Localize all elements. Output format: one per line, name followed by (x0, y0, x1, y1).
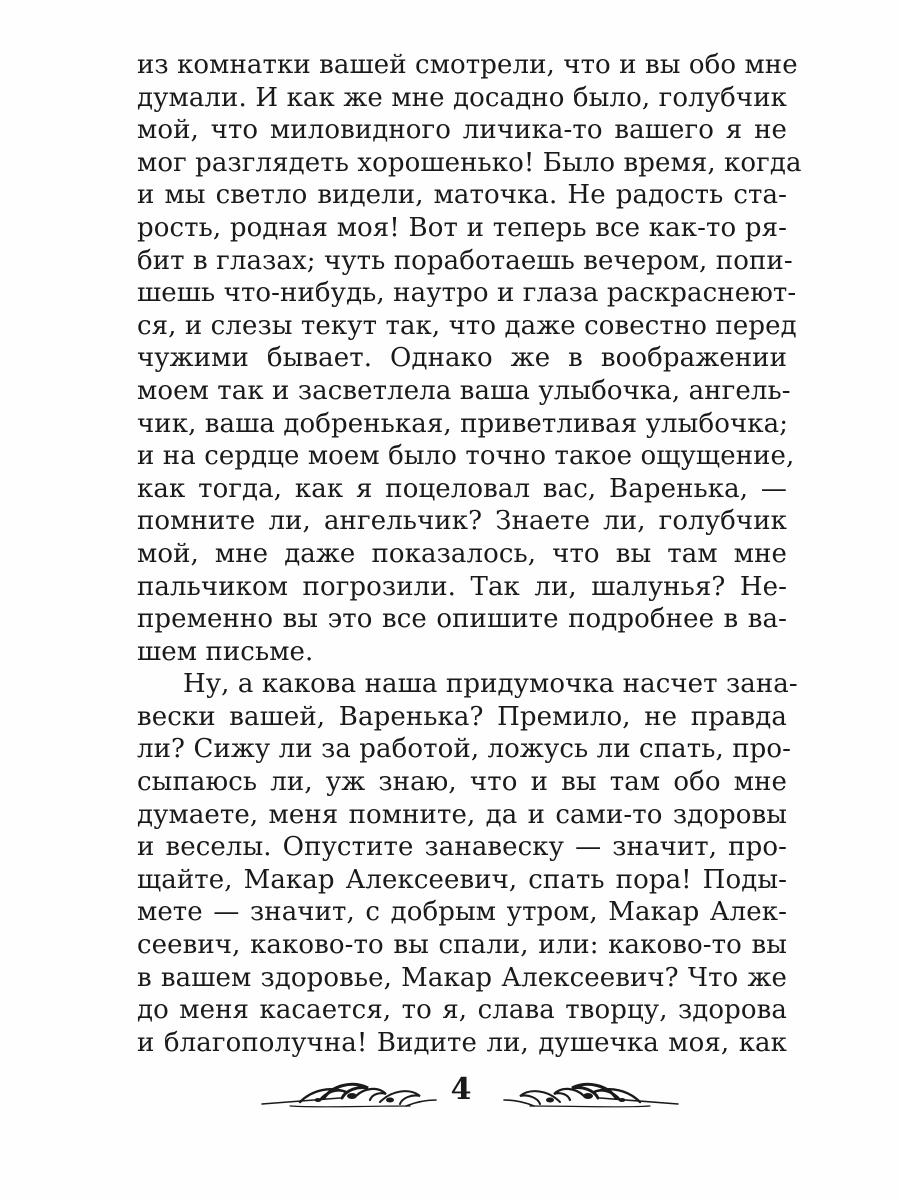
text-line: мете — значит, с добрым утром, Макар Алек- (137, 897, 787, 928)
text-line: сыпаюсь ли, уж знаю, что и вы там обо мне (137, 767, 787, 798)
text-line: мой, что миловидного личика-то вашего я не (137, 115, 787, 146)
text-line: думаете, меня помните, да и сами-то здоровы (137, 799, 787, 830)
right-flourish-ornament (500, 1076, 680, 1112)
text-line: шешь что-нибудь, наутро и глаза раскраснеют- (137, 278, 797, 309)
text-line: мог разглядеть хорошенько! Было время, когда (137, 147, 802, 178)
text-line: и мы светло видели, маточка. Не радость ста- (137, 180, 787, 211)
text-line: и веселы. Опустите занавеску — значит, про- (137, 832, 787, 863)
text-line: чужими бывает. Однако же в воображении (137, 343, 787, 374)
text-line: помните ли, ангельчик? Знаете ли, голубчик (137, 506, 787, 537)
text-line: пальчиком погрозили. Так ли, шалунья? Не- (137, 571, 787, 602)
text-line: как тогда, как я поцеловал вас, Варенька, — (137, 473, 787, 504)
text-line: сеевич, каково-то вы спали, или: каково-то вы (137, 930, 787, 961)
left-flourish-ornament (260, 1076, 440, 1112)
text-line: до меня касается, то я, слава творцу, здорова (137, 995, 787, 1026)
text-line: рость, родная моя! Вот и теперь все как-то ря- (137, 212, 787, 243)
page-number: 4 (450, 1072, 472, 1107)
text-line: думали. И как же мне досадно было, голубчик (137, 82, 787, 113)
body-text (137, 49, 802, 1059)
page-footer (260, 1068, 640, 1118)
text-line: ся, и слезы текут так, что даже совестно перед (137, 310, 797, 341)
text-line: Ну, а какова наша придумочка насчет зана- (183, 669, 798, 700)
text-line: пременно вы это все опишите подробнее в ва- (137, 604, 787, 635)
paragraph-2 (137, 668, 798, 1059)
text-line: в вашем здоровье, Макар Алексеевич? Что же (137, 962, 787, 993)
text-line: чик, ваша добренькая, приветливая улыбочка; (137, 408, 789, 439)
text-line: из комнатки вашей смотрели, что и вы обо мне (137, 50, 798, 80)
text-line: вески вашей, Варенька? Премило, не правда (137, 701, 787, 732)
text-line: и на сердце моем было точно такое ощущение, (137, 441, 795, 472)
text-line: щайте, Макар Алексеевич, спать пора! Поды- (137, 864, 787, 895)
text-line: бит в глазах; чуть поработаешь вечером, попи- (137, 245, 793, 276)
text-line: мой, мне даже показалось, что вы там мне (137, 538, 787, 569)
paragraph-1 (137, 49, 802, 668)
text-line: и благополучна! Видите ли, душечка моя, как (137, 1027, 787, 1058)
text-line: моем так и засветлела ваша улыбочка, ангель- (137, 375, 791, 406)
text-line: шем письме. (137, 636, 314, 667)
text-line: ли? Сижу ли за работой, ложусь ли спать, про- (137, 734, 792, 765)
